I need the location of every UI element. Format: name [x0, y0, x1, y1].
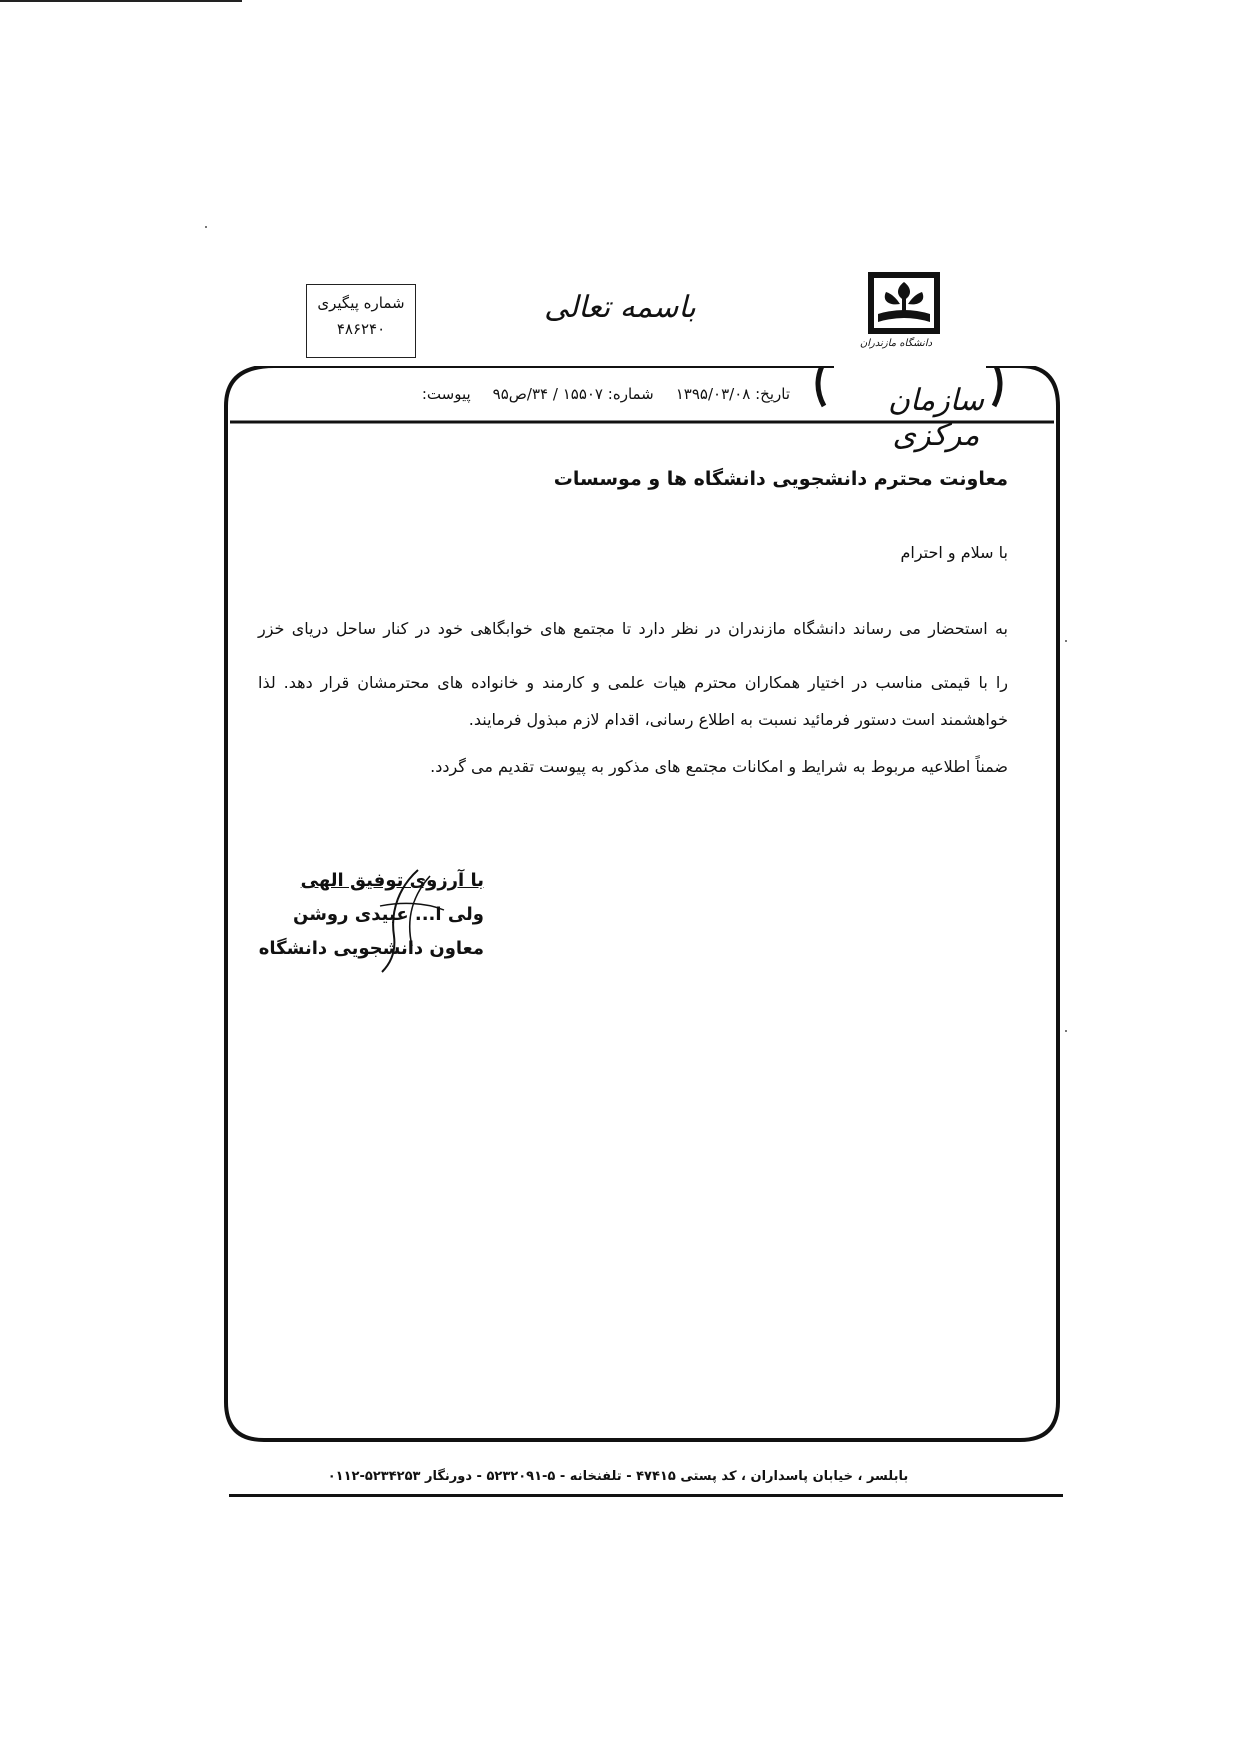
- university-name: دانشگاه مازندران: [859, 338, 933, 349]
- date-value: ۱۳۹۵/۰۳/۰۸: [675, 385, 751, 403]
- number-value: ۱۵۵۰۷ / ۳۴/ص۹۵: [492, 385, 603, 403]
- signature-name: ولی ا... عبیدی روشن: [293, 904, 484, 925]
- university-logo-icon: [866, 270, 942, 336]
- footer-rule: [229, 1494, 1063, 1497]
- handwritten-signature-mark: [360, 866, 460, 976]
- number-field: [493, 385, 654, 409]
- date-field: [676, 385, 790, 409]
- body-line: به استحضار می رساند دانشگاه مازندران در نظر دارد تا مجتمع های خوابگاهی خود در کنار ساحل دریای خزر: [258, 619, 1008, 638]
- letter-meta-row: [320, 385, 790, 409]
- body-line: را با قیمتی مناسب در اختیار همکاران محترم هیات علمی و کارمند و خانواده های محترمشان قرار دهد. لذا: [258, 673, 1008, 692]
- attachment-label: پیوست:: [421, 385, 471, 403]
- organization-title: سازمان مرکزی: [887, 383, 984, 453]
- body-line: خواهشمند است دستور فرمائید نسبت به اطلاع رسانی، اقدام لازم مبذول فرمایند.: [468, 710, 1008, 729]
- footer-address: بابلسر ، خیابان پاسداران ، کد پستی ۴۷۴۱۵ - تلفنخانه - ۵-۵۲۳۲۰۹۱ - دورنگار ۵۲۳۴۲۵۳-۰۱۱۲: [327, 1469, 909, 1484]
- greeting-line: با سلام و احترام: [900, 543, 1008, 562]
- scan-speck: [1065, 640, 1067, 642]
- signature-closing: با آرزوی توفیق الهی: [300, 870, 484, 891]
- tracking-number-box: [306, 284, 416, 358]
- date-label: تاریخ:: [755, 385, 790, 403]
- scan-edge-line: [0, 0, 242, 2]
- recipient-line: معاونت محترم دانشجویی دانشگاه ها و موسسات: [553, 468, 1008, 490]
- scan-speck: [205, 226, 207, 228]
- tracking-label: شماره پیگیری: [317, 294, 405, 312]
- tracking-number: ۴۸۶۲۴۰: [336, 320, 386, 338]
- scan-speck: [1065, 1030, 1067, 1032]
- body-line: ضمناً اطلاعیه مربوط به شرایط و امکانات مجتمع های مذکور به پیوست تقدیم می گردد.: [430, 757, 1008, 776]
- number-label: شماره:: [607, 385, 654, 403]
- signature-title: معاون دانشجویی دانشگاه: [258, 938, 484, 959]
- bismillah-heading: باسمه تعالی: [544, 290, 696, 325]
